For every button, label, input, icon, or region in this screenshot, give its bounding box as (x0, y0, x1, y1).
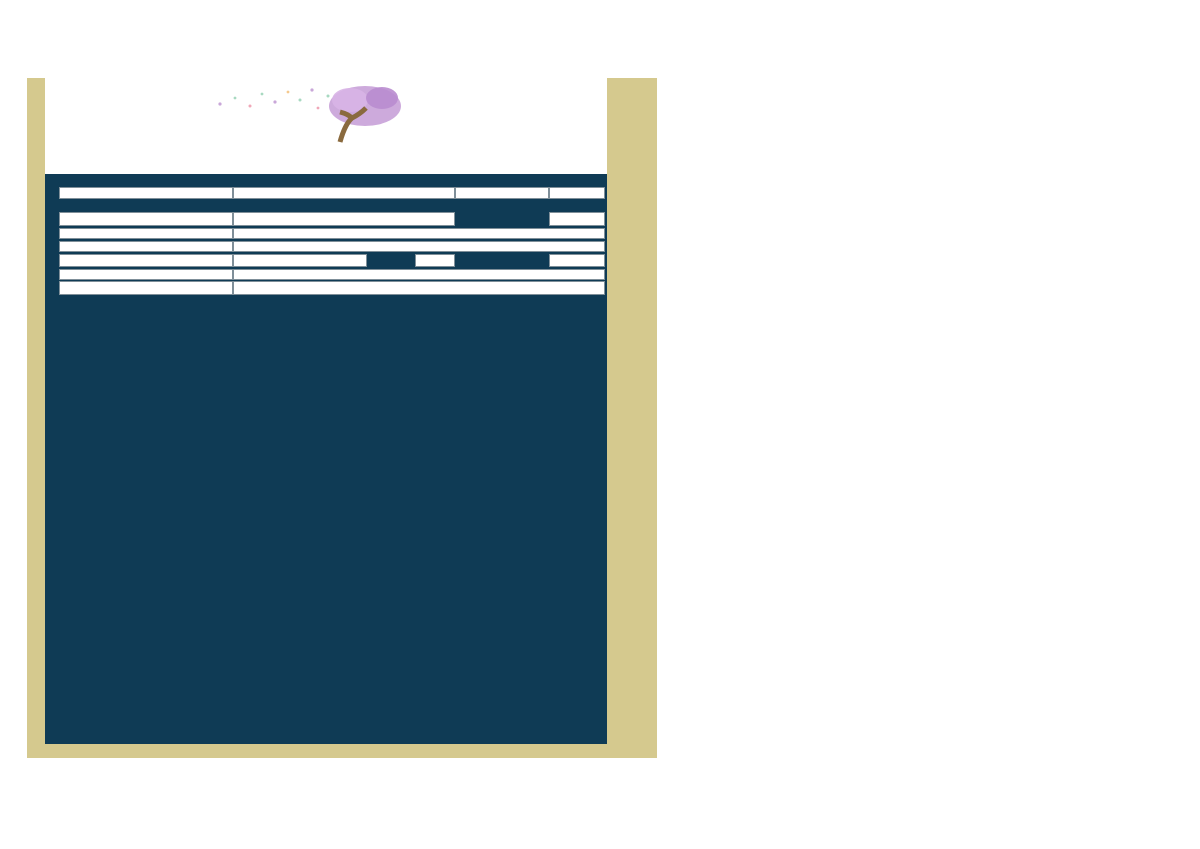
identificacao-header (59, 199, 605, 210)
agravos-row (59, 269, 605, 280)
homens-label (367, 254, 415, 267)
classificacao-header (59, 296, 605, 308)
col-fontes (233, 319, 367, 335)
col-fatores (59, 319, 233, 335)
mulheres-label (455, 254, 549, 267)
mulheres-value (549, 254, 605, 267)
crp-value (549, 187, 605, 199)
quant-qual-label (233, 309, 605, 318)
criterio-row (59, 309, 605, 318)
title-row (59, 174, 605, 186)
responsavel-row (59, 187, 605, 199)
quantidade-row (59, 254, 605, 267)
funcao-label (59, 241, 233, 252)
doc-title (59, 174, 605, 186)
data-value (549, 212, 605, 226)
homens-value (415, 254, 455, 267)
tree-logo-icon (200, 84, 430, 144)
col-matriz (549, 319, 605, 335)
medidas-label (59, 281, 233, 295)
cnpj-value (233, 212, 455, 226)
crp-label (455, 187, 549, 199)
data-label (455, 212, 549, 226)
criterio-label (59, 309, 233, 318)
funcao-row (59, 241, 605, 252)
funcao-value (233, 241, 605, 252)
responsavel-label (59, 187, 233, 199)
quantidade-value (233, 254, 367, 267)
medidas-value (233, 281, 605, 295)
identificacao-row (59, 199, 605, 210)
agravos-label (59, 269, 233, 280)
agravos-value (233, 269, 605, 280)
setor-value (233, 228, 605, 239)
col-gravidade (367, 319, 455, 335)
responsavel-value (233, 187, 455, 199)
setor-label (59, 228, 233, 239)
quantidade-label (59, 254, 233, 267)
cnpj-label (59, 212, 233, 226)
setor-row (59, 228, 605, 239)
col-probabilidade (455, 319, 549, 335)
classificacao-row (59, 296, 605, 308)
medidas-row (59, 281, 605, 295)
cnpj-row (59, 212, 605, 226)
column-header-row (59, 319, 605, 335)
